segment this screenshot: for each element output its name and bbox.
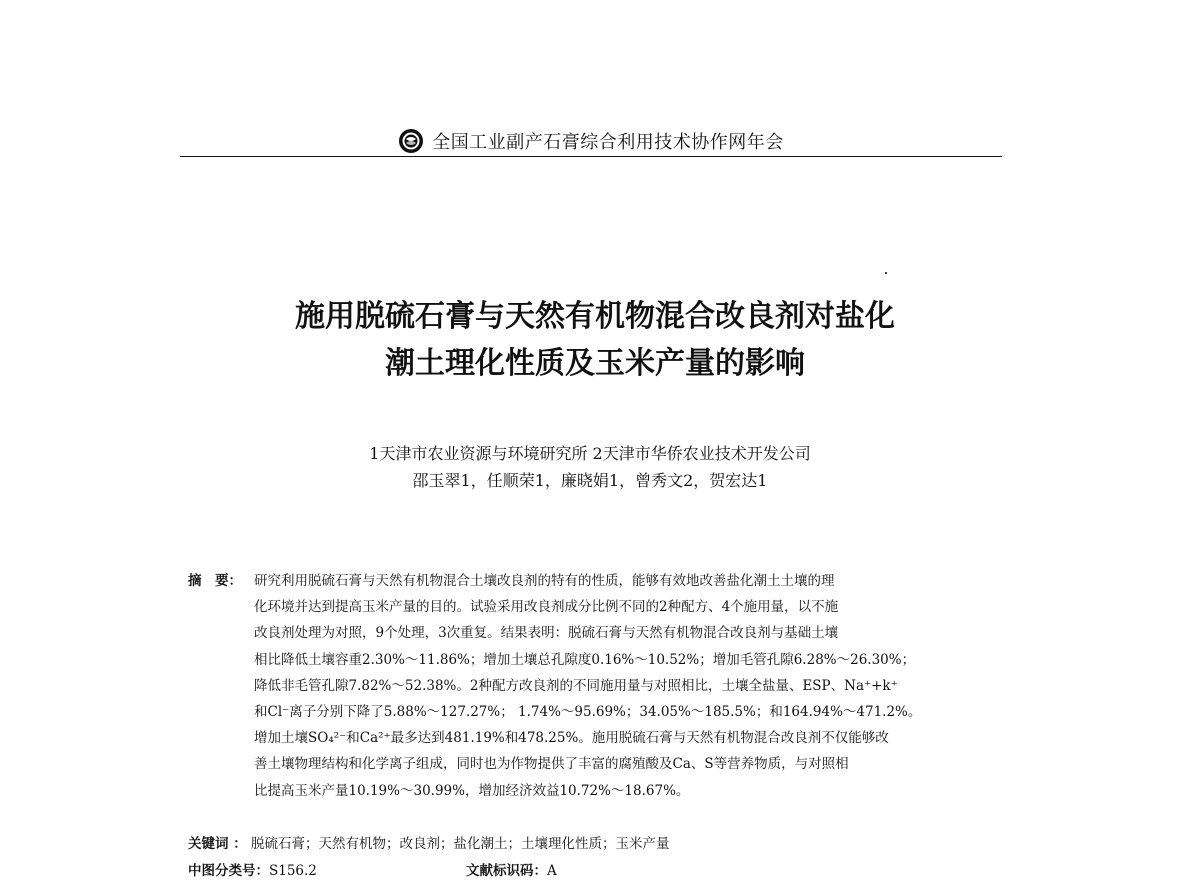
abstract-line: 降低非毛管孔隙7.82%～52.38%。2种配方改良剂的不同施用量与对照相比，土壤全盐量、ESP、Na⁺+k⁺: [254, 677, 898, 694]
keywords: [188, 831, 1000, 857]
keywords-text: 脱硫石膏；天然有机物；改良剂；盐化潮土；土壤理化性质；玉米产量: [251, 836, 670, 852]
abstract: [188, 568, 1000, 804]
conference-logo-icon: [398, 128, 424, 154]
keywords-label: 关键词 ：: [188, 836, 247, 852]
abstract-line: 研究利用脱硫石膏与天然有机物混合土壤改良剂的特有的性质，能够有效地改善盐化潮土土壤的理: [254, 573, 835, 589]
paper-title-line: 潮土理化性质及玉米产量的影响: [385, 346, 805, 381]
abstract-line: 改良剂处理为对照，9个处理，3次重复。结果表明：脱硫石膏与天然有机物混合改良剂与基础土壤: [254, 625, 839, 642]
doc-value: A: [547, 863, 557, 879]
abstract-line: 相比降低土壤容重2.30%～11.86%；增加土壤总孔隙度0.16%～10.52%；增加毛管孔隙6.28%～26.30%；: [254, 651, 916, 668]
abstract-body: [254, 568, 1000, 804]
scan-speck: [885, 272, 887, 274]
abstract-line: 善土壤物理结构和化学离子组成，同时也为作物提供了丰富的腐殖酸及Ca、S等营养物质，与对照相: [254, 756, 849, 773]
authors: 邵玉翠1，任顺荣1，廉晓娟1，曾秀文2，贺宏达1: [412, 471, 768, 490]
abstract-line: 化环境并达到提高玉米产量的目的。试验采用改良剂成分比例不同的2种配方、4个施用量，以不施: [254, 599, 839, 616]
classification: [188, 858, 1000, 884]
paper-title: [150, 293, 1040, 387]
paper-title-line: 施用脱硫石膏与天然有机物混合改良剂对盐化: [295, 299, 895, 334]
abstract-line: 增加土壤SO₄²⁻和Ca²⁺最多达到481.19%和478.25%。施用脱硫石膏与天然有机物混合改良剂不仅能够改: [254, 730, 889, 747]
conference-header: [180, 128, 1002, 157]
abstract-label: 摘 要：: [188, 573, 242, 589]
clc-label: 中图分类号：: [188, 863, 269, 879]
document-code: [466, 858, 557, 884]
abstract-line: 和Cl⁻离子分别下降了5.88%～127.27%； 1.74%～95.69%；34.05%～185.5%；和164.94%～471.2%。: [254, 704, 922, 721]
conference-title: 全国工业副产石膏综合利用技术协作网年会: [432, 132, 784, 153]
affiliations: 1天津市农业资源与环境研究所 2天津市华侨农业技术开发公司: [369, 444, 811, 463]
abstract-line: 比提高玉米产量10.19%～30.99%，增加经济效益10.72%～18.67%。: [254, 782, 690, 799]
doc-label: 文献标识码：: [466, 863, 547, 879]
affiliation-block: [200, 440, 980, 494]
clc-value: S156.2: [269, 863, 317, 879]
